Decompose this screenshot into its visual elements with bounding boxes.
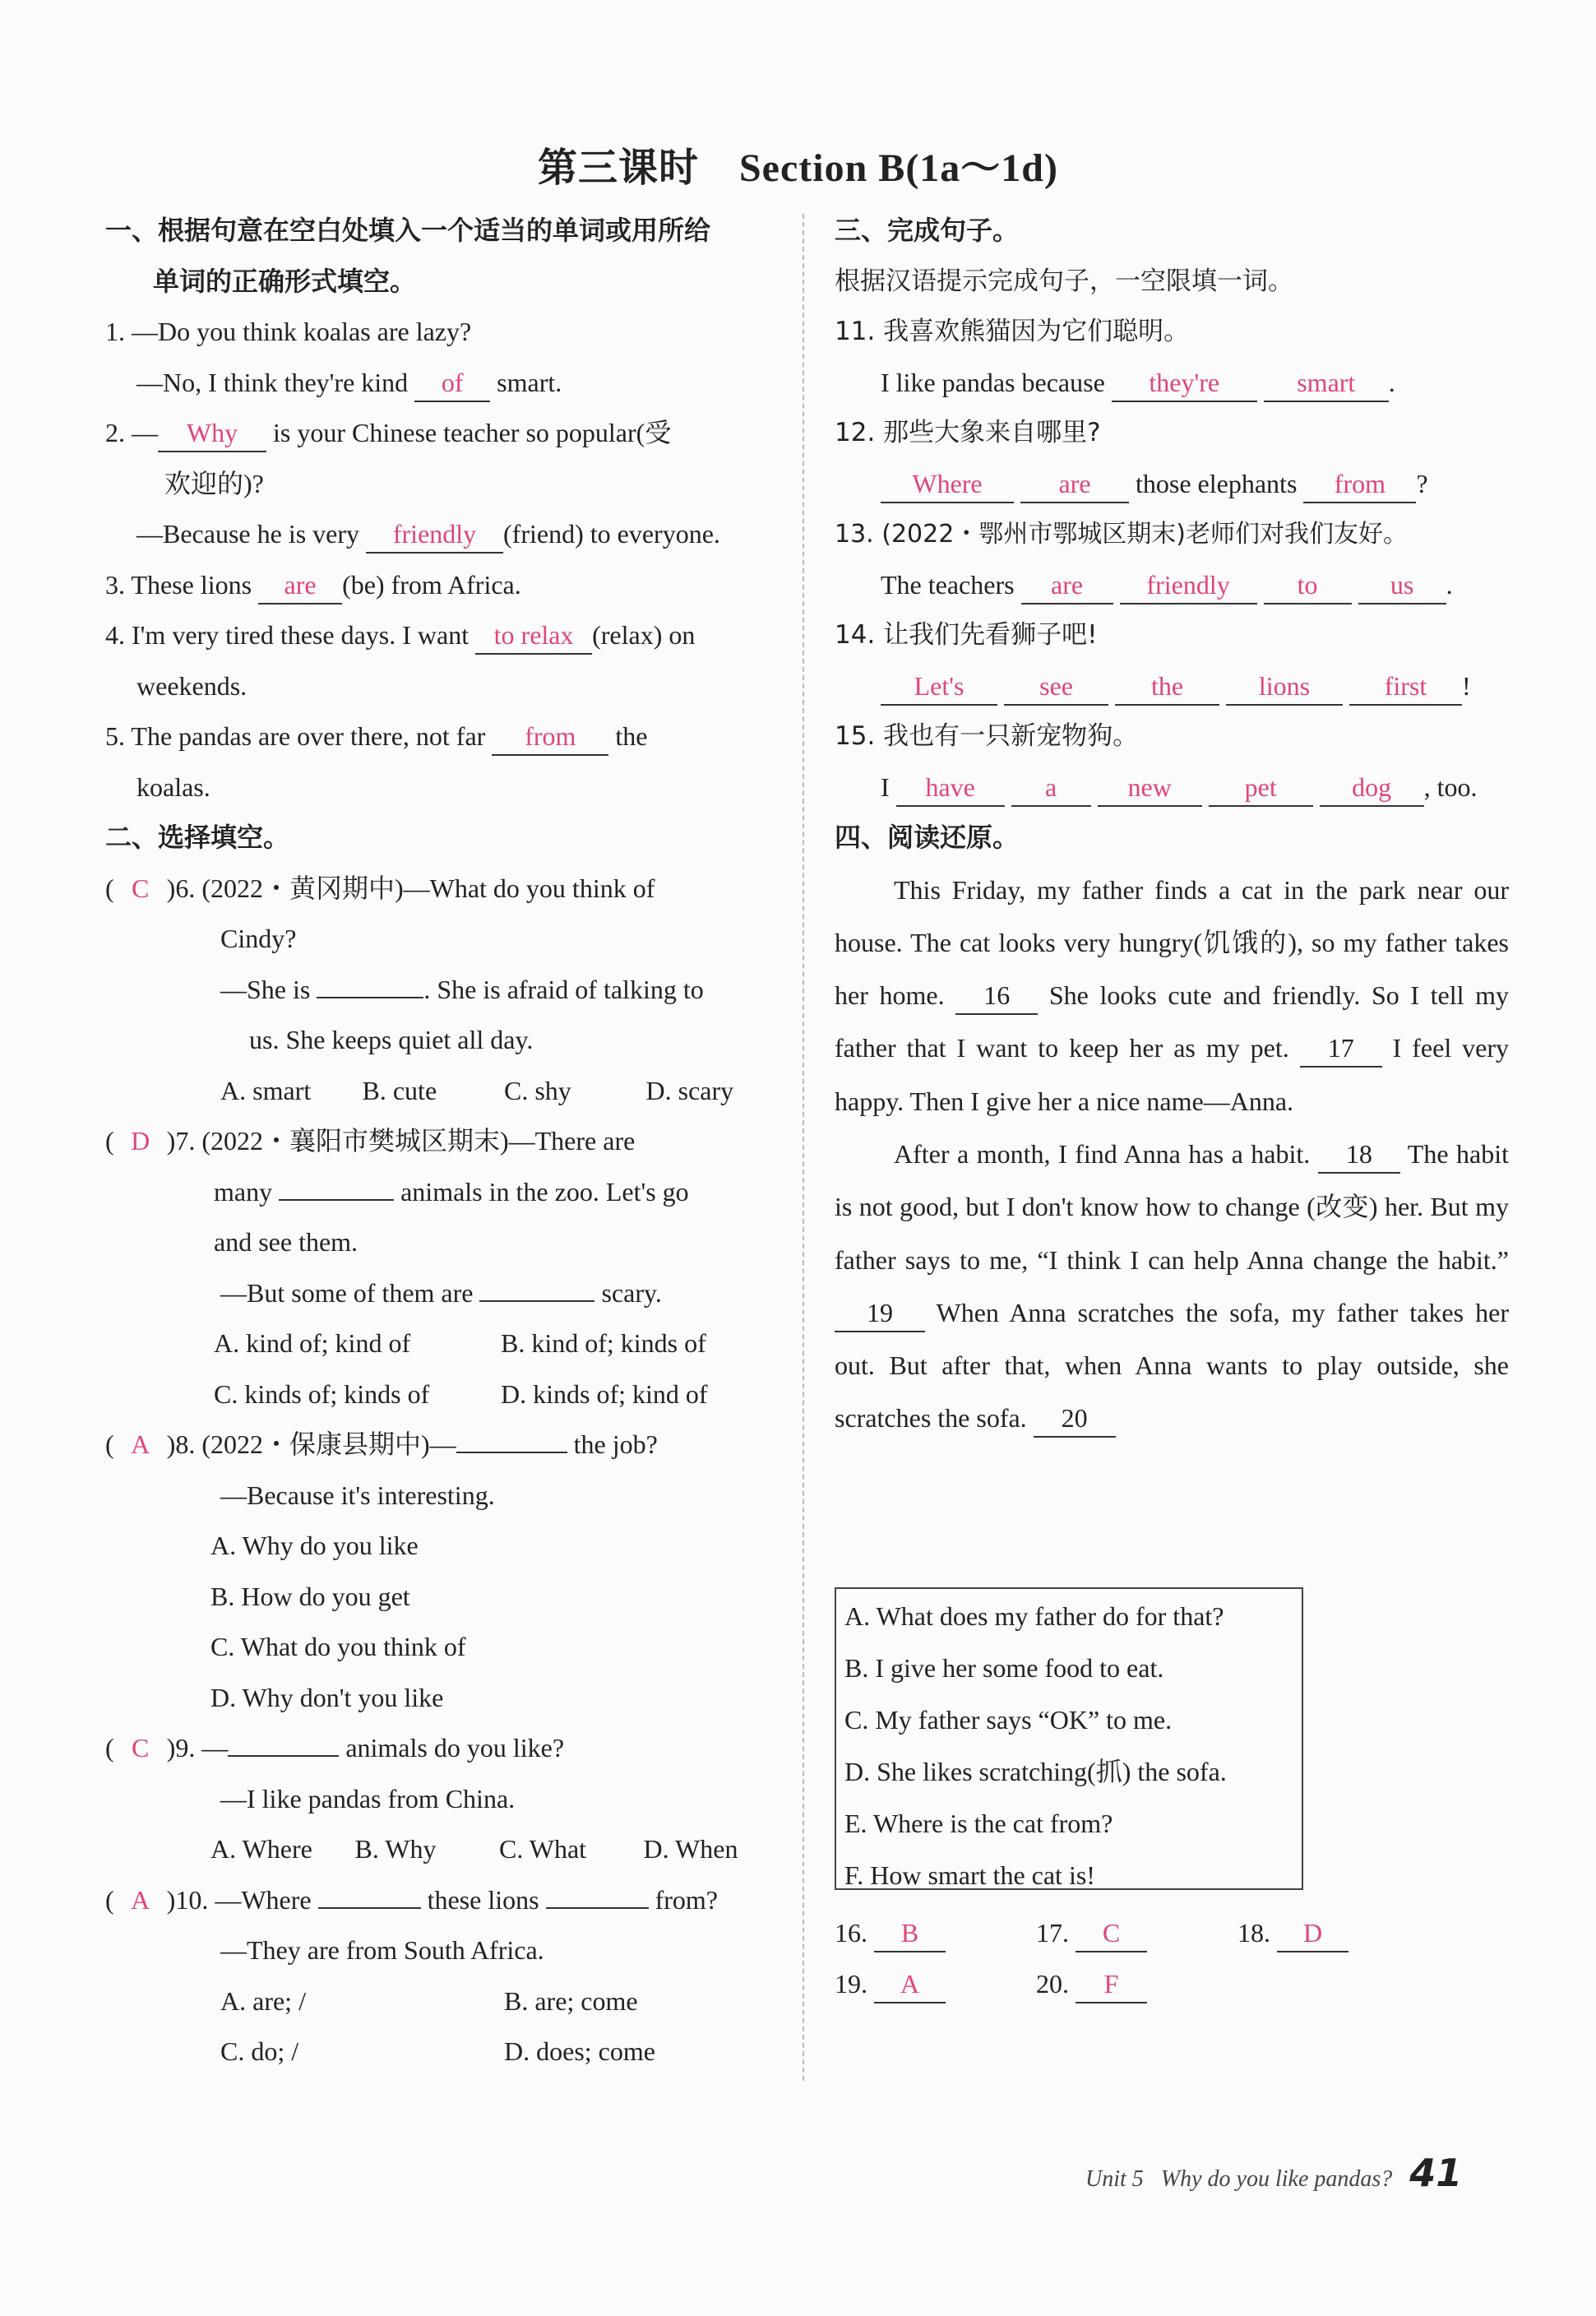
- section-3-heading: 三、完成句子。: [835, 215, 1020, 246]
- q12-answer-2: are: [1020, 466, 1129, 503]
- left-column: [105, 206, 788, 2077]
- q7-options-2: [105, 1369, 788, 1420]
- q13-answer-1: are: [1021, 567, 1113, 604]
- q13-answer-3: to: [1264, 567, 1352, 604]
- q14-line: Let's see the lions first !: [835, 661, 1509, 712]
- q10-option-b: B. are; come: [504, 1985, 638, 2016]
- q2-text-2: —Because he is very: [136, 519, 360, 549]
- q15-text: I: [881, 771, 890, 802]
- section-1-heading-cont: 单词的正确形式填空。: [153, 265, 417, 297]
- q5-line-2: koalas.: [136, 771, 210, 802]
- answer-19: [835, 1959, 1036, 2010]
- q11-answer-2: smart: [1264, 364, 1389, 402]
- q6-line-4: us. She keeps quiet all day.: [249, 1025, 534, 1054]
- q7-text-4: —But some of them are: [220, 1277, 474, 1308]
- q7-text-2: many: [214, 1176, 273, 1207]
- q9-option-b: B. Why: [354, 1834, 437, 1864]
- q12-answer-1: Where: [881, 466, 1014, 503]
- section-4-heading: 四、阅读还原。: [835, 822, 1020, 853]
- page-number: 41: [1409, 2151, 1463, 2195]
- q10-text: )10. —Where: [166, 1884, 312, 1915]
- q7-option-a: A. kind of; kind of: [214, 1328, 411, 1358]
- answer-16-value: B: [874, 1915, 946, 1952]
- option-a: A. What does my father do for that?: [844, 1601, 1224, 1631]
- q7-blank-1: [279, 1174, 394, 1201]
- q1-text-end: smart.: [497, 367, 562, 397]
- q3-text-end: (be) from Africa.: [342, 569, 521, 600]
- q10-options-1: [105, 1976, 788, 2027]
- q2-text: is your Chinese teacher so popular(受: [273, 418, 672, 447]
- q10-blank-1: [318, 1883, 421, 1909]
- q7-option-d: D. kinds of; kind of: [501, 1378, 708, 1409]
- reading-passage: [835, 864, 1509, 1445]
- q8-choice: A: [131, 1429, 150, 1459]
- q15-answer-5: dog: [1320, 769, 1424, 807]
- q5-line-1: [105, 711, 788, 762]
- q12-text: those elephants: [1136, 468, 1298, 498]
- q8-line-1: ( A )8. (2022・保康县期中)— the job?: [105, 1420, 788, 1471]
- passage-part-4: After a month, I find Anna has a habit.: [894, 1138, 1311, 1169]
- q11-prompt: 11. 我喜欢熊猫因为它们聪明。: [835, 317, 1190, 346]
- passage-part-6: When Anna scratches the sofa, my father takes her out. But after that, when Anna wants to play outside, she scratches the sofa.: [835, 1297, 1509, 1434]
- q6-text-3: . She is afraid of talking to: [423, 974, 704, 1004]
- q4-line-1: [105, 610, 788, 661]
- blank-16: 16: [955, 977, 1038, 1015]
- options-box: [835, 1587, 1303, 1890]
- q9-options: [105, 1824, 788, 1875]
- q8-text-2: the job?: [573, 1429, 658, 1459]
- q10-option-c: C. do; /: [220, 2036, 299, 2066]
- q1-answer: of: [414, 364, 490, 402]
- q6-option-d: D. scary: [645, 1075, 734, 1105]
- q11-answer-1: they're: [1112, 364, 1257, 402]
- q2-line-3: [105, 509, 788, 560]
- q2-text-3: (friend) to everyone.: [503, 519, 720, 549]
- q7-text: )7. (2022・襄阳市樊城区期末)—There are: [166, 1126, 636, 1156]
- blank-20: 20: [1034, 1400, 1116, 1438]
- right-column: [835, 206, 1509, 1445]
- answer-20-value: F: [1076, 1966, 1147, 2003]
- q9-choice: C: [131, 1733, 150, 1762]
- page-footer: [1085, 2151, 1462, 2195]
- q7-option-b: B. kind of; kinds of: [501, 1328, 706, 1358]
- q12-line: [835, 459, 1509, 510]
- blank-18: 18: [1318, 1136, 1400, 1174]
- answer-grid: [835, 1908, 1509, 2009]
- q9-line-2: —I like pandas from China.: [220, 1783, 516, 1813]
- passage-part-3: I feel very happy. Then I give her a nice name—Anna.: [835, 1033, 1510, 1116]
- q9-option-d: D. When: [643, 1834, 738, 1864]
- option-e: E. Where is the cat from?: [844, 1809, 1113, 1838]
- q1-text: —No, I think they're kind: [136, 367, 409, 397]
- q9-option-a: A. Where: [210, 1834, 312, 1864]
- q3-answer: are: [258, 567, 342, 604]
- q10-blank-2: [546, 1883, 649, 1909]
- q8-text: )8. (2022・保康县期中)—: [166, 1429, 456, 1459]
- q8-option-c: C. What do you think of: [210, 1632, 466, 1661]
- q13-text: The teachers: [881, 569, 1015, 600]
- q9-blank: [228, 1730, 339, 1757]
- q6-choice: C: [131, 873, 150, 903]
- q7-blank-2: [479, 1276, 594, 1302]
- answer-18-num: 18.: [1237, 1918, 1270, 1948]
- q7-option-c: C. kinds of; kinds of: [214, 1378, 430, 1409]
- q14-answer-5: first: [1349, 668, 1462, 706]
- q13-line: The teachers are friendly to us .: [835, 560, 1509, 611]
- q8-blank: [456, 1427, 567, 1453]
- q6-line-2: Cindy?: [220, 924, 297, 953]
- option-f: F. How smart the cat is!: [844, 1860, 1095, 1890]
- q6-line-3: [105, 965, 788, 1016]
- passage-indent-1: [835, 875, 894, 905]
- answer-17: [1036, 1908, 1237, 1959]
- q12-text-end: ?: [1416, 468, 1428, 498]
- option-d: D. She likes scratching(抓) the sofa.: [844, 1757, 1227, 1786]
- q7-text-5: scary.: [601, 1277, 662, 1308]
- answer-16-num: 16.: [835, 1918, 867, 1948]
- answer-row-2: [835, 1959, 1509, 2010]
- section-2-heading: 二、选择填空。: [105, 822, 290, 853]
- q13-answer-4: us: [1358, 567, 1446, 604]
- q15-answer-2: a: [1011, 769, 1091, 807]
- answer-20-num: 20.: [1036, 1968, 1069, 1999]
- answer-19-num: 19.: [835, 1968, 867, 1999]
- passage-part-5: The habit is not good, but I don't know how to change (改变) her. But my father says to me, “I think I can help Anna change the habit.”: [835, 1138, 1510, 1275]
- q11-line: I like pandas because they're smart .: [835, 358, 1509, 409]
- passage-indent-2: [835, 1139, 894, 1169]
- q2-line-2: 欢迎的)?: [164, 468, 264, 498]
- answer-17-num: 17.: [1036, 1918, 1069, 1948]
- column-divider: [803, 214, 804, 2081]
- q9-option-c: C. What: [499, 1834, 587, 1864]
- section-3-instructions: 根据汉语提示完成句子，一空限填一词。: [835, 266, 1293, 296]
- q8-option-b: B. How do you get: [210, 1581, 410, 1611]
- q12-answer-3: from: [1303, 466, 1416, 503]
- q10-line-2: —They are from South Africa.: [220, 1935, 544, 1965]
- q14-answer-1: Let's: [881, 668, 997, 706]
- q7-options-1: [105, 1318, 788, 1369]
- q2-num: 2. —: [105, 418, 158, 447]
- q3-line: [105, 560, 788, 611]
- answer-18-value: D: [1277, 1915, 1349, 1952]
- q12-prompt: 12. 那些大象来自哪里?: [835, 418, 1101, 447]
- q10-option-a: A. are; /: [220, 1985, 306, 2016]
- q13-prompt: 13. (2022・鄂州市鄂城区期末)老师们对我们友好。: [835, 520, 1409, 549]
- q1-line-1: 1. —Do you think koalas are lazy?: [105, 317, 472, 346]
- q14-answer-3: the: [1115, 668, 1219, 706]
- q10-options-2: [105, 2026, 788, 2077]
- q10-line-1: ( A )10. —Where these lions from?: [105, 1875, 788, 1926]
- q14-answer-2: see: [1004, 668, 1108, 706]
- q2-line-1: [105, 408, 788, 459]
- passage-part-1: This Friday, my father finds a cat in the park near our house. The cat looks very hungry(饥饿的), so my father takes her home.: [835, 874, 1509, 1011]
- q6-option-b: B. cute: [362, 1075, 437, 1105]
- option-c: C. My father says “OK” to me.: [844, 1705, 1173, 1735]
- page-title: 第三课时 Section B(1a～1d): [537, 146, 1058, 190]
- q7-line-3: and see them.: [214, 1227, 359, 1257]
- q2-answer-1: Why: [158, 415, 266, 452]
- q1-line-2: [105, 358, 788, 409]
- q7-text-3: animals in the zoo. Let's go: [400, 1176, 689, 1207]
- q5-answer: from: [492, 718, 608, 756]
- answer-17-value: C: [1076, 1915, 1147, 1952]
- q10-choice: A: [131, 1884, 150, 1915]
- q10-text-3: from?: [655, 1884, 718, 1915]
- q10-option-d: D. does; come: [504, 2036, 655, 2066]
- passage-part-2: She looks cute and friendly. So I tell my father that I want to keep her as my pet.: [835, 980, 1510, 1063]
- footer-unit: Unit 5: [1085, 2166, 1144, 2192]
- q4-text-end: (relax) on: [592, 620, 696, 650]
- footer-unit-title: Why do you like pandas?: [1160, 2166, 1393, 2192]
- q8-line-2: —Because it's interesting.: [220, 1480, 495, 1510]
- q6-options: [105, 1066, 788, 1117]
- q7-choice: D: [131, 1126, 150, 1156]
- q15-text-end: , too.: [1423, 771, 1478, 802]
- q6-option-a: A. smart: [220, 1075, 312, 1105]
- q6-text-2: —She is: [220, 974, 311, 1004]
- q15-answer-1: have: [896, 769, 1005, 807]
- q5-text-end: the: [615, 721, 648, 751]
- q7-line-1: ( D )7. (2022・襄阳市樊城区期末)—There are: [105, 1116, 788, 1167]
- q15-answer-4: pet: [1209, 769, 1313, 807]
- q13-answer-2: friendly: [1120, 567, 1257, 604]
- section-1-heading: 一、根据句意在空白处填入一个适当的单词或用所给: [105, 215, 711, 246]
- q15-answer-3: new: [1098, 769, 1202, 807]
- q14-answer-4: lions: [1226, 668, 1343, 706]
- q8-option-a: A. Why do you like: [210, 1531, 419, 1560]
- answer-16: [835, 1908, 1036, 1959]
- q15-line: [835, 762, 1509, 813]
- option-b: B. I give her some food to eat.: [844, 1653, 1164, 1683]
- q6-line-1: ( C )6. (2022・黄冈期中)—What do you think of: [105, 864, 788, 915]
- q5-text: 5. The pandas are over there, not far: [105, 721, 486, 751]
- q6-option-c: C. shy: [504, 1075, 571, 1105]
- q7-line-2: [105, 1167, 788, 1218]
- q2-answer-2: friendly: [366, 516, 503, 554]
- q4-text: 4. I'm very tired these days. I want: [105, 620, 470, 650]
- q6-blank: [317, 972, 423, 998]
- q9-text: )9. —: [166, 1733, 229, 1762]
- q8-option-d: D. Why don't you like: [210, 1682, 444, 1712]
- q9-line-1: ( C )9. — animals do you like?: [105, 1723, 788, 1774]
- q11-text: I like pandas because: [881, 367, 1105, 397]
- q14-prompt: 14. 让我们先看狮子吧!: [835, 620, 1098, 650]
- q4-answer: to relax: [475, 617, 592, 655]
- blank-17: 17: [1300, 1030, 1382, 1068]
- q6-text: )6. (2022・黄冈期中)—What do you think of: [166, 873, 655, 903]
- q4-line-2: weekends.: [136, 670, 247, 701]
- answer-19-value: A: [874, 1966, 946, 2003]
- q15-prompt: 15. 我也有一只新宠物狗。: [835, 721, 1139, 751]
- answer-20: [1036, 1959, 1237, 2010]
- q3-text: 3. These lions: [105, 569, 252, 600]
- answer-row-1: [835, 1908, 1509, 1959]
- answer-18: [1237, 1908, 1439, 1959]
- blank-19: 19: [835, 1295, 925, 1332]
- q9-text-2: animals do you like?: [345, 1733, 565, 1762]
- q7-line-4: [105, 1268, 788, 1319]
- q10-text-2: these lions: [427, 1884, 539, 1915]
